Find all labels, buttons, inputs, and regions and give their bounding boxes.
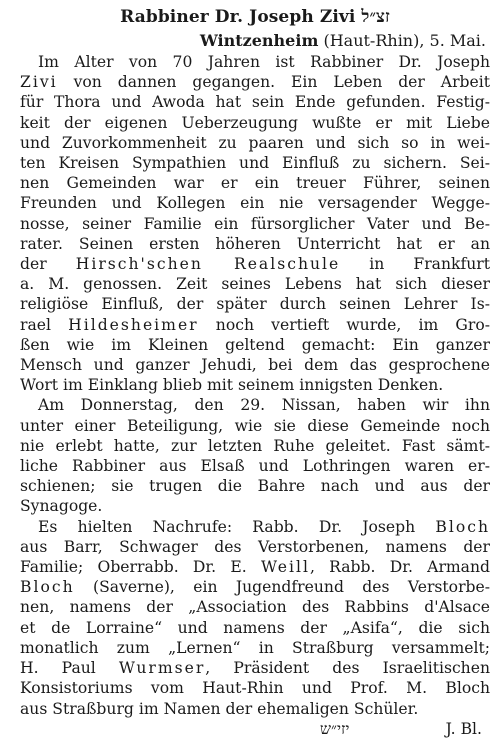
text-segment: religiöse Einfluß, der später durch seinen Lehrer Is- [20, 295, 490, 314]
text-segment: noch vertieft wurde, im Gro- [198, 315, 490, 334]
text-line [20, 456, 490, 476]
spaced-name: Hirsch'schen Realschule [75, 255, 341, 274]
spaced-name: Bloch [435, 517, 490, 536]
text-segment: nosse, seiner Familie ein fürsorglicher Vater und Be- [20, 214, 490, 233]
text-line [20, 699, 490, 719]
signoff [20, 719, 490, 739]
text-segment: in Frankfurt [340, 255, 491, 274]
dateline [20, 30, 486, 52]
text-line [20, 638, 490, 658]
text-segment: rater. Seinen ersten höheren Unterricht hat er an [20, 234, 490, 253]
text-segment: Am Donnerstag, den 29. Nissan, haben wir ihn [38, 396, 490, 415]
text-segment: , Rabb. Dr. Armand [309, 558, 491, 577]
text-line [20, 92, 490, 112]
text-segment: Konsistoriums vom Haut-Rhin und Prof. M. Bloch [20, 679, 490, 698]
text-line [20, 133, 490, 153]
text-line [20, 537, 490, 557]
text-segment: keit der eigenen Ueberzeugung wußte er mit Liebe [20, 113, 490, 132]
text-segment: der [20, 255, 76, 274]
text-line [20, 476, 490, 496]
spaced-name: Bloch [20, 578, 75, 597]
text-line [20, 294, 490, 314]
headline-hebrew-abbreviation: זצ״ל [361, 7, 390, 27]
text-line [20, 355, 490, 375]
text-line [20, 678, 490, 698]
paragraph [20, 517, 490, 719]
text-line [20, 597, 490, 617]
text-line [20, 517, 490, 537]
text-segment: et de Lorraine“ und namens der „Asifa“, die sich [20, 618, 490, 637]
text-line [20, 335, 490, 355]
text-segment: schienen; sie trugen die Bahre nach und aus der [20, 477, 490, 496]
text-segment: von dannen gegangen. Ein Leben der Arbeit [57, 73, 490, 92]
text-segment: Wort im Einklang blieb mit seinem innigsten Denken. [20, 376, 444, 395]
headline [20, 6, 490, 28]
text-line [20, 416, 490, 436]
text-segment: H. Paul [20, 659, 119, 678]
paragraph [20, 395, 490, 516]
text-segment: Freunden und Kollegen ein nie versagender Wegge- [20, 194, 490, 213]
text-line [20, 113, 490, 133]
text-segment: für Thora und Awoda hat sein Ende gefunden. Festig- [20, 93, 490, 112]
text-line [20, 557, 490, 577]
text-segment: ßen wie im Kleinen geltend gemacht: Ein ganzer [20, 335, 490, 354]
dateline-rest: (Haut-Rhin), 5. Mai. [318, 31, 486, 50]
text-line [20, 234, 490, 254]
spaced-name: Hildesheimer [68, 315, 199, 334]
text-line [20, 214, 490, 234]
text-segment: Synagoge. [20, 497, 103, 516]
text-segment: aus Barr, Schwager des Verstorbenen, namens der [20, 537, 490, 556]
spaced-name: Wurmser [118, 659, 206, 678]
text-line [20, 436, 490, 456]
text-line [20, 658, 490, 678]
text-line [20, 375, 490, 395]
text-segment: Familie; Oberrabb. Dr. E. [20, 558, 261, 577]
text-segment: liche Rabbiner aus Elsaß und Lothringen waren er- [20, 457, 490, 476]
dateline-place: Wintzenheim [199, 31, 319, 50]
text-segment: Im Alter von 70 Jahren ist Rabbiner Dr. Joseph [38, 53, 490, 71]
text-segment: Mensch und ganzer Jehudi, bei dem das gesprochene [20, 356, 490, 375]
text-segment: nen, namens der „Association des Rabbins d'Alsace [20, 598, 490, 617]
text-line [20, 254, 490, 274]
obituary-article [20, 6, 490, 739]
text-segment: Es hielten Nachrufe: Rabb. Dr. Joseph [38, 517, 436, 536]
text-line [20, 618, 490, 638]
text-line [20, 52, 490, 72]
paragraph [20, 52, 490, 395]
text-segment: nie erlebt hatte, zur letzten Ruhe geleitet. Fast sämt- [20, 436, 490, 455]
headline-text: Rabbiner Dr. Joseph Zivi [120, 7, 356, 27]
text-segment: und Zuvorkommenheit zu paaren und sich so in wei- [20, 133, 490, 152]
text-segment: ten Kreisen Sympathien und Einfluß zu sichern. Sei- [20, 154, 490, 173]
text-segment: unter einer Beteiligung, wie sie diese Gemeinde noch [20, 416, 490, 435]
text-line [20, 496, 490, 516]
spaced-name: Zivi [20, 73, 58, 92]
text-segment: aus Straßburg im Namen der ehemaligen Schüler. [20, 699, 419, 718]
text-segment: nen Gemeinden war er ein treuer Führer, seinen [20, 174, 490, 193]
text-segment: , Präsident des Israelitischen [205, 659, 490, 678]
text-line [20, 577, 490, 597]
text-line [20, 274, 490, 294]
text-line [20, 173, 490, 193]
article-body [20, 52, 490, 719]
text-line [20, 193, 490, 213]
text-line [20, 395, 490, 415]
signoff-hebrew: יזי״ש [320, 719, 350, 738]
text-segment: monatlich zum „Lernen“ in Straßburg versammelt; [20, 638, 490, 657]
text-line [20, 72, 490, 92]
text-segment: a. M. genossen. Zeit seines Lebens hat sich dieser [20, 275, 490, 294]
text-line [20, 315, 490, 335]
author-initials: J. Bl. [445, 719, 482, 738]
spaced-name: Weill [260, 558, 310, 577]
text-line [20, 153, 490, 173]
text-segment: rael [20, 315, 69, 334]
text-segment: (Saverne), ein Jugendfreund des Verstorbe- [74, 578, 490, 597]
